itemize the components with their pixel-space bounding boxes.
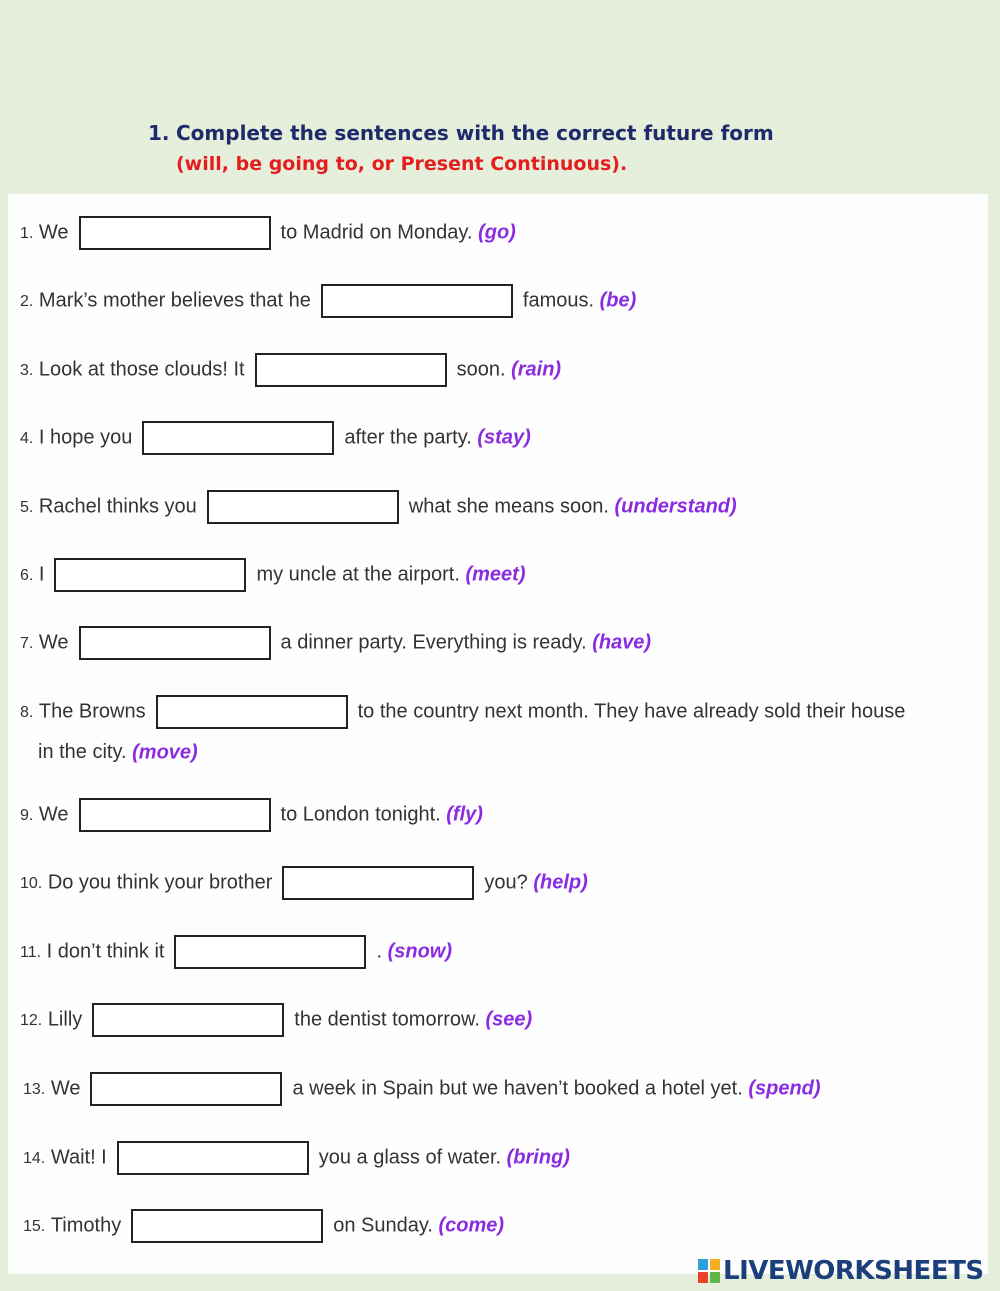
question-12 [20,1001,532,1037]
verb-hint: (fly) [446,803,483,826]
question-text-after: what she means soon. [408,495,609,518]
question-text-before: Look at those clouds! It [38,358,245,381]
verb-hint: (have) [592,631,652,654]
verb-hint: (spend) [748,1077,821,1100]
worksheet-panel [8,194,988,1274]
question-text-after: . [376,940,383,963]
answer-input-10[interactable] [282,866,474,900]
question-number: 2. [20,293,34,310]
question-text-after: a dinner party. Everything is ready. [280,631,587,654]
question-number: 10. [20,875,43,892]
instruction-number: 1. [148,121,170,145]
answer-input-12[interactable] [92,1003,284,1037]
question-text-after: soon. [456,358,506,381]
verb-hint: (bring) [506,1146,570,1169]
instruction-title [148,118,968,149]
answer-input-9[interactable] [79,798,271,832]
answer-input-5[interactable] [207,490,399,524]
verb-hint: (go) [478,221,516,244]
question-11 [20,933,452,969]
verb-hint: (be) [599,289,637,312]
question-text-before: Wait! I [50,1146,107,1169]
question-number: 12. [20,1012,43,1029]
question-text-after: you? [484,871,528,894]
question-text-before: Timothy [50,1214,122,1237]
question-text-after: famous. [522,289,595,312]
question-1 [20,214,516,250]
answer-input-2[interactable] [321,284,513,318]
question-number: 7. [20,635,34,652]
question-8 [20,693,905,729]
question-15 [23,1207,504,1243]
question-text-after: after the party. [344,426,472,449]
question-6 [20,556,525,592]
question-number: 9. [20,807,34,824]
question-number: 5. [20,499,34,516]
question-number: 1. [20,225,34,242]
verb-hint: (stay) [477,426,531,449]
question-text-after: the dentist tomorrow. [294,1008,480,1031]
question-text-before: Lilly [47,1008,83,1031]
question-text-before: I hope you [38,426,133,449]
verb-hint: (rain) [511,358,562,381]
question-text-before: Mark’s mother believes that he [38,289,311,312]
question-text-after: a week in Spain but we haven’t booked a hotel yet. [292,1077,743,1100]
question-text-after: on Sunday. [333,1214,433,1237]
answer-input-7[interactable] [79,626,271,660]
liveworksheets-logo-icon [698,1259,720,1283]
question-text-after: to the country next month. They have already sold their house [357,700,906,723]
instruction-subtitle: (will, be going to, or Present Continuous). [176,153,628,175]
question-number: 4. [20,430,34,447]
question-7 [20,624,651,660]
question-number: 13. [23,1081,46,1098]
liveworksheets-logo [698,1256,984,1286]
answer-input-8[interactable] [156,695,348,729]
question-number: 8. [20,704,34,721]
verb-hint: (meet) [465,563,526,586]
question-3 [20,351,561,387]
verb-hint: (come) [438,1214,505,1237]
question-text-before: The Browns [38,700,146,723]
question-text-before: I don’t think it [46,940,165,963]
answer-input-1[interactable] [79,216,271,250]
answer-input-11[interactable] [174,935,366,969]
question-text-before: We [50,1077,81,1100]
answer-input-13[interactable] [90,1072,282,1106]
instructions-header [148,118,968,179]
question-5 [20,488,737,524]
question-text-after: to London tonight. [280,803,441,826]
verb-hint: (snow) [387,940,453,963]
question-text-before: I [38,563,45,586]
question-text-before: Rachel thinks you [38,495,197,518]
verb-hint: (see) [485,1008,533,1031]
verb-hint: (help) [533,871,588,894]
question-text-after: you a glass of water. [318,1146,502,1169]
question-number: 15. [23,1218,46,1235]
question-4 [20,419,531,455]
question-text-before: We [38,631,69,654]
question-text-after: my uncle at the airport. [256,563,460,586]
logo-text: LIVEWORKSHEETS [723,1256,984,1286]
question-13 [23,1070,821,1106]
question-number: 6. [20,567,34,584]
verb-hint: (move) [132,741,198,764]
question-text-after: to Madrid on Monday. [280,221,473,244]
question-2 [20,282,636,318]
answer-input-15[interactable] [131,1209,323,1243]
answer-input-14[interactable] [117,1141,309,1175]
question-number: 14. [23,1150,46,1167]
question-text-continuation: in the city. [38,741,127,763]
question-text-before: We [38,221,69,244]
question-number: 11. [20,944,42,961]
verb-hint: (understand) [614,495,737,518]
question-8-continuation [38,737,198,768]
instruction-title-text: Complete the sentences with the correct future form [176,121,774,145]
question-10 [20,864,588,900]
answer-input-4[interactable] [142,421,334,455]
question-text-before: Do you think your brother [47,871,273,894]
question-14 [23,1139,570,1175]
question-text-before: We [38,803,69,826]
answer-input-6[interactable] [54,558,246,592]
question-9 [20,796,483,832]
answer-input-3[interactable] [255,353,447,387]
question-number: 3. [20,362,34,379]
